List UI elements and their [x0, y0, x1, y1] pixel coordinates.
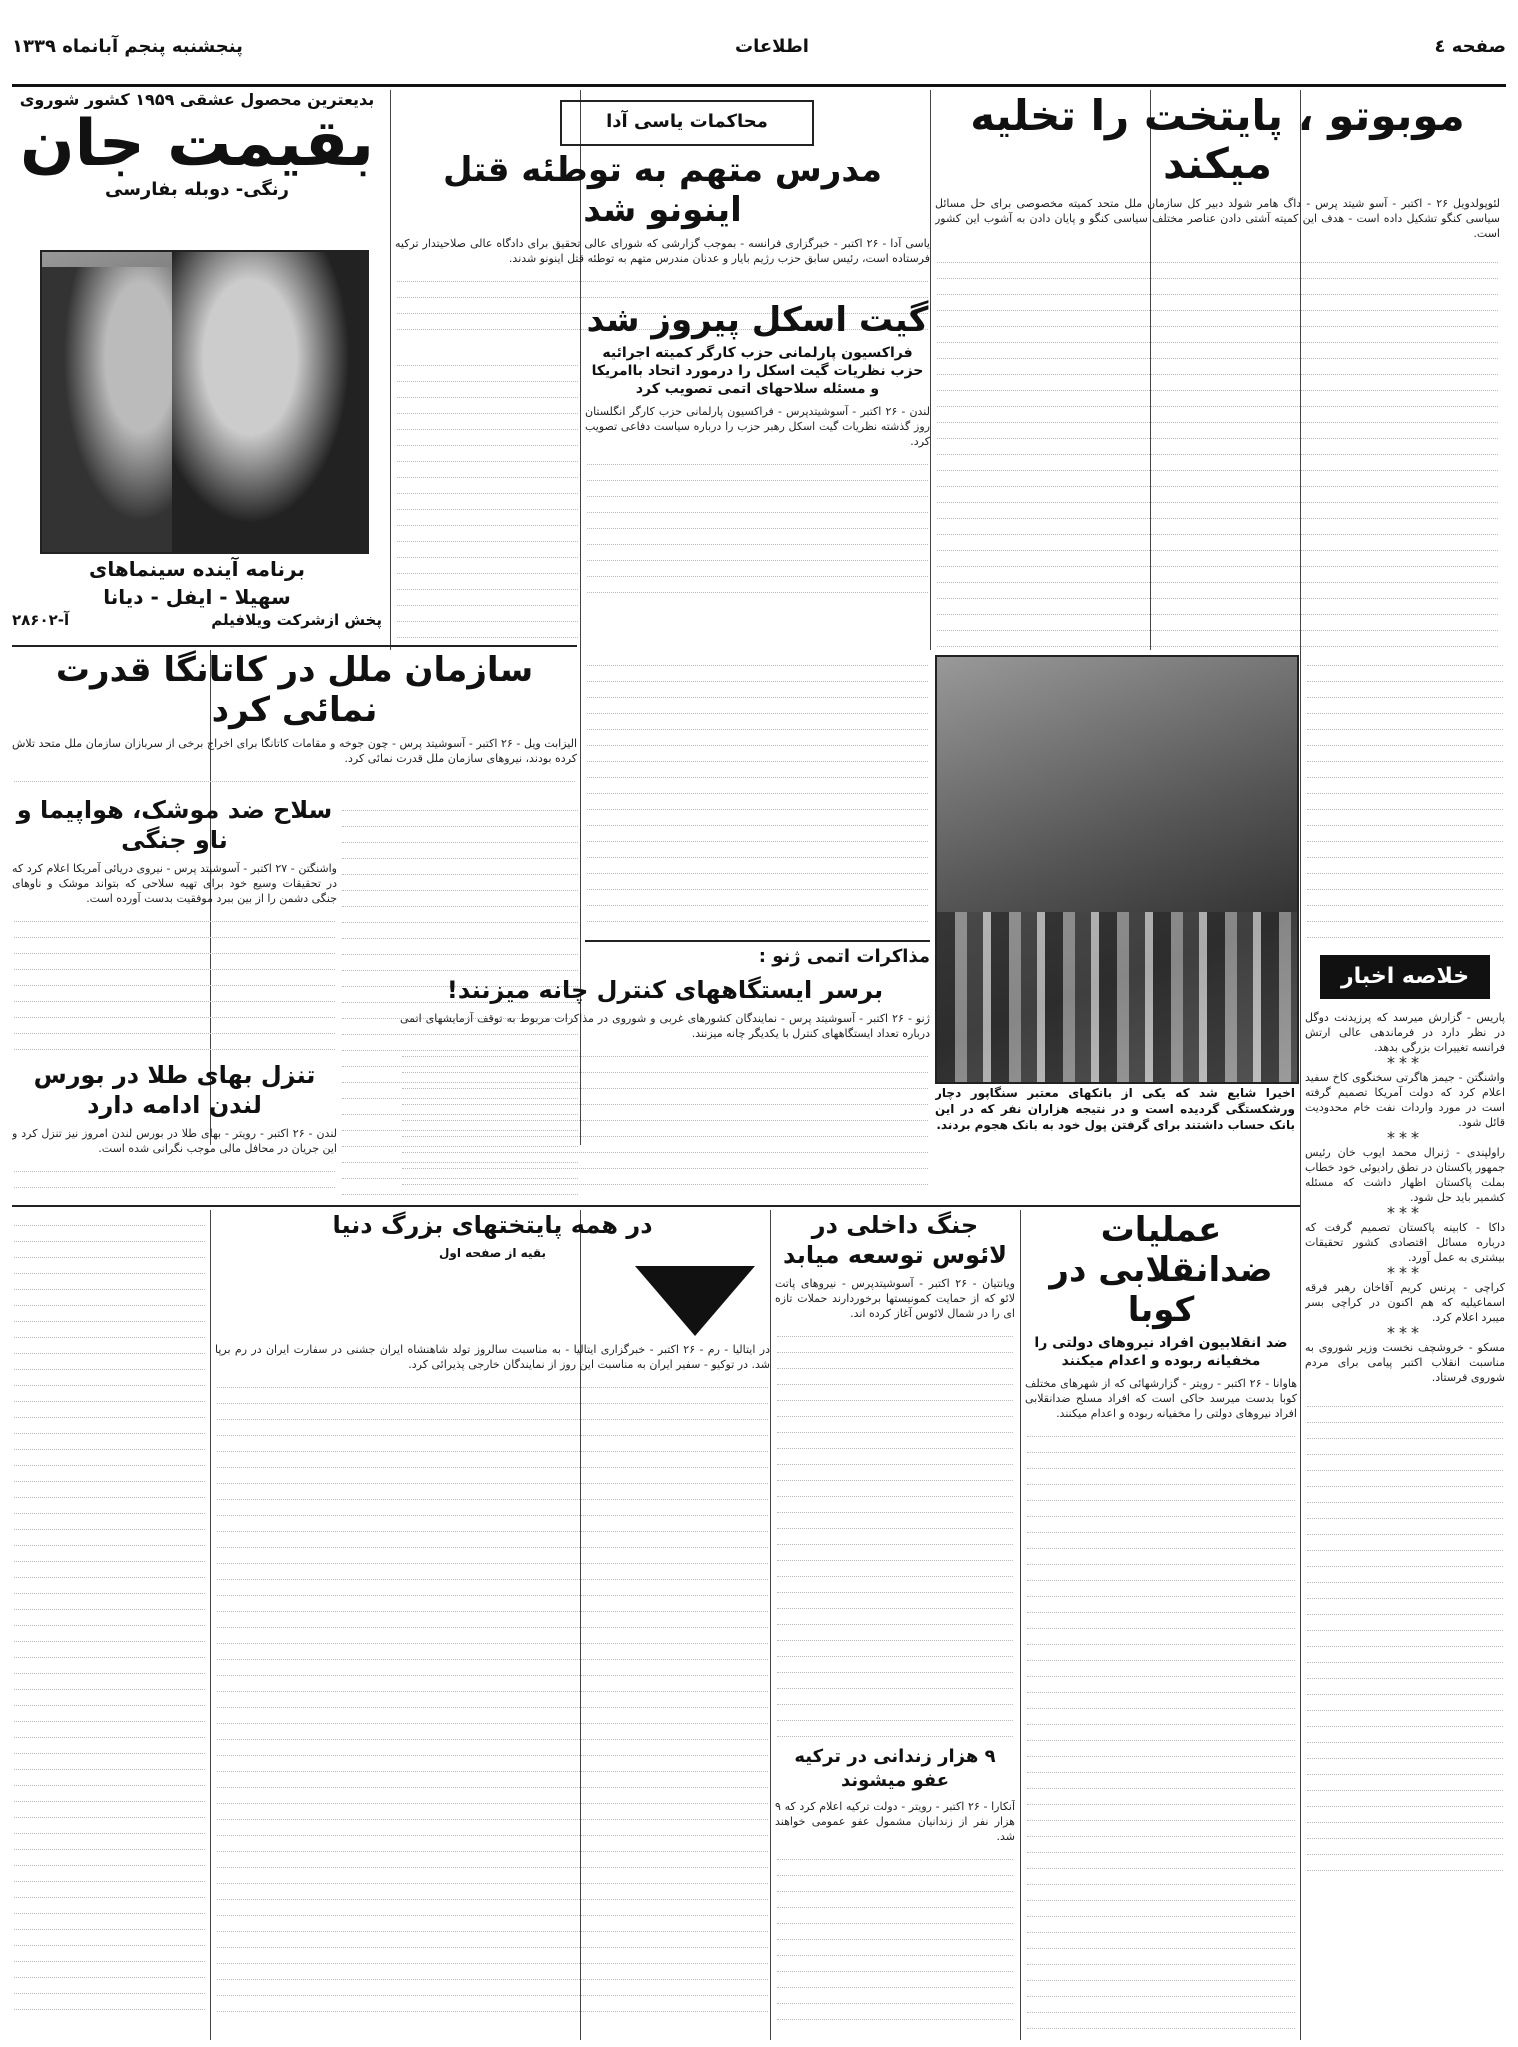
section-rule	[12, 645, 577, 647]
ad-footer	[12, 555, 382, 645]
headline: موبوتو ، پایتخت را تخلیه میکند	[970, 92, 1465, 188]
separator: ***	[1387, 1203, 1423, 1222]
film-still-photo	[40, 250, 369, 554]
section-label-atomic	[585, 945, 930, 975]
ad-credits	[12, 611, 382, 629]
continuation-marker	[215, 1262, 770, 1342]
article-body: واشنگتن - ۲۷ اکتبر - آسوشیتد پرس - نیروی دریائی آمریکا اعلام کرد که در تحقیقات وسیع خود برای تهیه سلاحی که بتواند موشک و ناوهای جنگی دشمن را از بین ببرد موفقیت بدست آورده است.	[12, 862, 337, 905]
article-laos	[775, 1210, 1015, 1740]
article-turkey	[775, 1745, 1015, 2035]
masthead	[12, 32, 1506, 87]
arrow-down-icon	[635, 1266, 755, 1336]
film-tagline: رنگی- دوبله بفارسی	[105, 179, 289, 200]
section-label: مذاکرات اتمی ژنو :	[758, 946, 930, 967]
headline: ۹ هزار زندانی در ترکیه عفو میشوند	[794, 1746, 996, 1791]
text-columns	[775, 1844, 1015, 2035]
text-columns	[395, 350, 580, 645]
separator: ***	[1387, 1323, 1423, 1342]
article-missile	[12, 795, 337, 1055]
article-gaitskell-continued	[585, 650, 930, 935]
section-label: محاکمات یاسی آدا	[606, 111, 768, 132]
text-columns	[585, 650, 930, 935]
separator: ***	[1387, 1128, 1423, 1147]
film-title: بقیمت جان	[20, 107, 374, 181]
photo-caption: اخیرا شایع شد که یکی از بانکهای معتبر سنگاپور دچار ورشکستگی گردیده است و در نتیجه هزاران نفر که در این بانک حساب داشتند برای گرفتن پول خود به بانک هجوم بردند.	[935, 1086, 1295, 1132]
column-rule	[930, 90, 931, 650]
article-mobutu	[935, 92, 1500, 647]
headline: عملیات ضدانقلابی در کوبا	[1049, 1210, 1273, 1330]
summary-item: واشنگتن - جیمز هاگرتی سخنگوی کاخ سفید اعلام کرد که دولت آمریکا تصمیم گرفته است در مورد واردات نفت خام محدودیت قائل شود.	[1305, 1071, 1505, 1129]
article-body: لندن - ۲۶ اکتبر - رویتر - بهای طلا در بورس لندن امروز نیز تنزل کرد و این جریان در محافل مالی موجب نگرانی شده است.	[12, 1127, 337, 1155]
section-label-box	[560, 100, 814, 146]
article-un-katanga	[12, 650, 577, 790]
article-mobutu-continued	[1305, 650, 1505, 950]
summary-item: مسکو - خروشچف نخست وزیر شوروی به مناسبت انقلاب اکتبر پیامی برای مردم شوروی فرستاد.	[1305, 1341, 1505, 1384]
article-yassiada-continued	[395, 350, 580, 645]
summary-item: کراچی - پرنس کریم آقاخان رهبر فرقه اسماعیلیه که هم اکنون در کراچی بسر میبرد اعلام کرد.	[1305, 1281, 1505, 1324]
article-gaitskell	[585, 300, 930, 645]
text-columns	[1025, 1421, 1297, 2035]
cinema-names: سهیلا - ایفل - دیانا	[103, 585, 291, 609]
article-body: الیزابت ویل - ۲۶ اکتبر - آسوشیتد پرس - چون جوخه و مقامات کاتانگا برای اخراج برخی از سربازان سازمان ملل متحد تلاش کرده بودند، نیروهای سازمان ملل قدرت نمائی کرد.	[12, 737, 577, 765]
subheadline: فراکسیون پارلمانی حزب کارگر کمیته اجرائیه حزب نظریات گیت اسکل را درمورد اتحاد باامریکا و مسئله سلاحهای اتمی تصویب کرد	[591, 345, 924, 397]
photo-crowd	[937, 912, 1297, 1082]
text-columns	[12, 906, 337, 1050]
headline: سازمان ملل در کاتانگا قدرت نمائی کرد	[55, 650, 534, 730]
column-rule	[1020, 1210, 1021, 2040]
text-columns	[1305, 650, 1505, 950]
separator: ***	[1387, 1263, 1423, 1282]
headline: گیت اسکل پیروز شد	[586, 300, 929, 340]
article-body: لندن - ۲۶ اکتبر - آسوشیتدپرس - فراکسیون پارلمانی حزب کارگر انگلستان روز گذشته نظریات گیت اسکل رهبر حزب را درباره سیاست دفاعی تصویب کرد.	[585, 405, 930, 448]
text-columns	[12, 1210, 207, 2010]
ad-top-line: بدیعترین محصول عشقی ۱۹۵۹ کشور شوروی	[19, 90, 375, 109]
column-rule	[770, 1210, 771, 2040]
ad-distributor: پخش ازشرکت ویلافیلم	[211, 611, 382, 629]
article-cuba	[1025, 1210, 1297, 2035]
text-columns	[775, 1321, 1015, 1737]
section-rule	[585, 940, 930, 942]
column-rule	[210, 1210, 211, 2040]
separator: ***	[1387, 1053, 1423, 1072]
page-number: صفحه ٤	[1434, 36, 1506, 57]
article-body: در ایتالیا - رم - ۲۶ اکتبر - خبرگزاری ایتالیا - به مناسبت سالروز تولد شاهنشاه ایران جشنی در سفارت ایران در رم برپا شد. در توکیو - سفیر ایران به مناسبت این روز از نمایندگان خارجی پذیرائی کرد.	[215, 1343, 770, 1371]
summary-item: پاریس - گزارش میرسد که پرزیدنت دوگل در نظر دارد در فرماندهی عالی ارتش فرانسه تغییرات بزرگی بدهد.	[1305, 1011, 1505, 1054]
article-inspection	[400, 975, 930, 1200]
continuation-note: بقیه از صفحه اول	[438, 1246, 546, 1260]
article-body: ژنو - ۲۶ اکتبر - آسوشیتد پرس - نمایندگان کشورهای غربی و شوروی در مذاکرات مربوط به توقف آزمایشهای اتمی درباره تعداد ایستگاههای کنترل با یکدیگر چانه میزنند.	[400, 1012, 930, 1040]
cinema-program: برنامه آینده سینماهای	[89, 557, 305, 581]
article-body: لئوپولدویل ۲۶ - اکتبر - آسو شیتد پرس - داگ هامر شولد دبیر کل سازمان ملل متحد کمیته مخصوصی برای حل مسائل سیاسی کنگو تشکیل داده است - هدف این کمیته آشتی دادن عناصر مختلف سیاسی کنگو و پایان دادن به آشوب این کشور است.	[935, 197, 1500, 240]
text-columns	[12, 1156, 337, 1200]
photo-figure	[172, 252, 367, 552]
article-body: هاوانا - ۲۶ اکتبر - رویتر - گزارشهائی که از شهرهای مختلف کوبا بدست میرسد حاکی است که افراد مسلح ضدانقلابی افراد نیروهای دولتی را مخفیانه ربوده و اعدام میکنند.	[1025, 1377, 1297, 1420]
article-body: ویانتیان - ۲۶ اکتبر - آسوشیتدپرس - نیروهای پاتت لائو که از حمایت کمونیستها برخوردارند حملات تازه ای را در شمال لائوس آغاز کرده اند.	[775, 1277, 1015, 1320]
bank-crowd-photo	[935, 655, 1299, 1084]
headline: برسر ایستگاههای کنترل چانه میزنند!	[446, 976, 884, 1004]
article-gold	[12, 1060, 337, 1200]
ad-code: آ-۲۸۶۰۲	[12, 611, 70, 629]
summary-title: خلاصه اخبار	[1320, 955, 1490, 999]
column-rule	[390, 90, 391, 650]
headline: سلاح ضد موشک، هواپیما و ناو جنگی	[16, 796, 333, 854]
text-columns	[935, 247, 1500, 647]
article-capitals	[215, 1210, 770, 2035]
paper-name: اطلاعات	[735, 36, 809, 57]
text-columns	[1305, 1391, 1505, 1871]
text-columns	[400, 1041, 930, 1185]
headline: تنزل بهای طلا در بورس لندن ادامه دارد	[33, 1061, 316, 1119]
summary-item: راولپندی - ژنرال محمد ایوب خان رئیس جمهور پاکستان در نطق رادیوئی خود خطاب بملت پاکستان اظهار داشت که مسئله کشمیر باید حل شود.	[1305, 1146, 1505, 1204]
text-columns	[585, 449, 930, 593]
text-columns	[215, 1372, 770, 2012]
text-columns	[12, 766, 577, 790]
news-summary	[1305, 1010, 1505, 2040]
headline: در همه پایتختهای بزرگ دنیا	[332, 1211, 653, 1239]
summary-item: داکا - کابینه پاکستان تصمیم گرفت که درباره مسائل اقتصادی کشور تحقیقات بیشتری به عمل آورد.	[1305, 1221, 1505, 1264]
headline: جنگ داخلی در لائوس توسعه میابد	[782, 1211, 1008, 1269]
article-body: آنکارا - ۲۶ اکتبر - رویتر - دولت ترکیه اعلام کرد که ۹ هزار نفر از زندانیان مشمول عفو عمومی خواهند شد.	[775, 1800, 1015, 1843]
subheadline: ضد انقلابیون افراد نیروهای دولتی را مخفیانه ربوده و اعدام میکنند	[1034, 1335, 1288, 1369]
article-capitals-continued	[12, 1210, 207, 2035]
section-rule	[12, 1205, 1300, 1207]
issue-date: پنجشنبه پنجم آبانماه ۱۳۳۹	[12, 36, 243, 57]
article-body: یاسی آدا - ۲۶ اکتبر - خبرگزاری فرانسه - بموجب گزارشی که شورای عالی تحقیق برای دادگاه عالی صلاحیتدار ترکیه فرستاده است، رئیس سابق حزب رژیم بایار و عدنان مندرس متهم به توطئه قتل اینونو شدند.	[395, 237, 930, 265]
headline: مدرس متهم به توطئه قتل اینونو شد	[442, 150, 883, 230]
